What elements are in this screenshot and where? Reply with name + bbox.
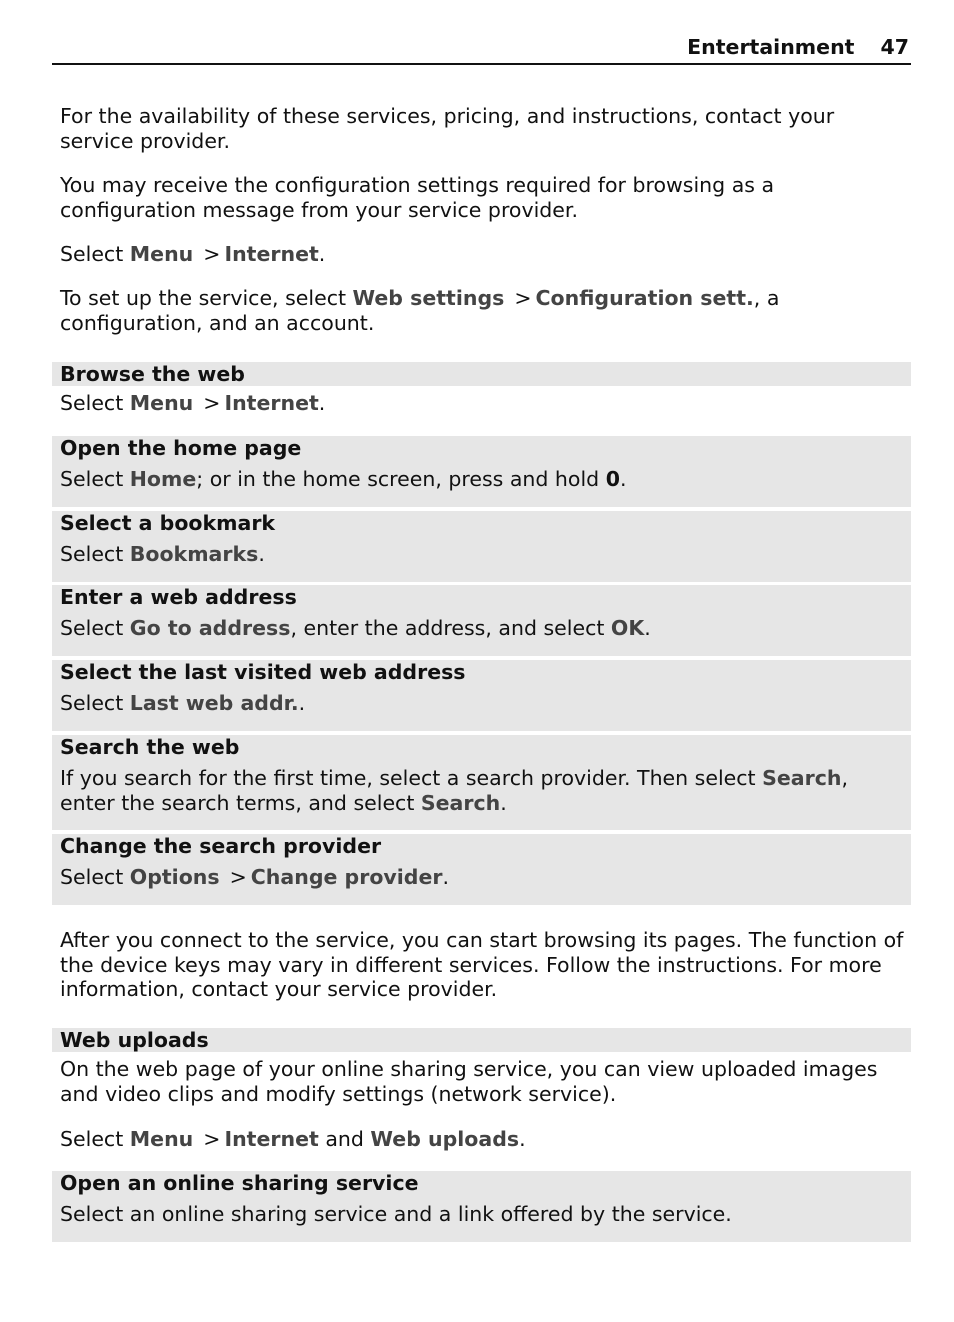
- last-web-addr-command: Last web addr.: [129, 691, 299, 715]
- configuration-command: Configuration sett.: [535, 286, 754, 310]
- search-command: Search: [762, 766, 842, 790]
- task-title: Select a bookmark: [60, 511, 276, 535]
- uploads-description: On the web page of your online sharing service, you can view uploaded images and video clips and modify settings (network service).: [60, 1057, 878, 1106]
- uploads-select-line: Select Menu > Internet and Web uploads.: [60, 1127, 526, 1151]
- bookmarks-command: Bookmarks: [129, 542, 259, 566]
- menu-separator: >: [203, 242, 221, 266]
- task-description: Select Bookmarks.: [60, 542, 265, 566]
- task-title: Open an online sharing service: [60, 1171, 419, 1195]
- home-command: Home: [129, 467, 197, 491]
- menu-separator: >: [203, 391, 221, 415]
- task-change-search-provider: [52, 834, 911, 905]
- heading-browse-the-web: Browse the web: [60, 362, 245, 386]
- task-open-home-page: [52, 436, 911, 507]
- menu-separator: >: [514, 286, 532, 310]
- task-description: Select Last web addr..: [60, 691, 306, 715]
- heading-web-uploads: Web uploads: [60, 1028, 209, 1052]
- page-number: 47: [880, 35, 909, 59]
- header-text: [687, 35, 909, 60]
- section-heading-browse: [52, 362, 911, 386]
- ok-command: OK: [610, 616, 645, 640]
- task-enter-web-address: [52, 585, 911, 656]
- internet-command: Internet: [224, 242, 319, 266]
- task-description: If you search for the first time, select a search provider. Then select Search, enter the search terms, and select Search.: [60, 766, 848, 815]
- after-connect-text: After you connect to the service, you can start browsing its pages. The function of the device keys may vary in different services. Follow the instructions. For more information, contact your service provider.: [60, 928, 904, 1001]
- go-to-address-command: Go to address: [129, 616, 291, 640]
- task-last-visited-address: [52, 660, 911, 731]
- task-description: Select Home; or in the home screen, press and hold 0.: [60, 467, 627, 491]
- web-settings-command: Web settings: [352, 286, 505, 310]
- menu-command: Menu: [129, 1127, 194, 1151]
- intro-availability: For the availability of these services, pricing, and instructions, contact your service provider.: [60, 104, 835, 153]
- internet-command: Internet: [224, 391, 319, 415]
- task-title: Change the search provider: [60, 834, 382, 858]
- internet-command: Internet: [224, 1127, 319, 1151]
- task-select-bookmark: [52, 511, 911, 582]
- task-title: Enter a web address: [60, 585, 297, 609]
- browse-select-line: Select Menu > Internet.: [60, 391, 326, 415]
- options-command: Options: [129, 865, 220, 889]
- task-open-sharing-service: [52, 1171, 911, 1242]
- task-title: Search the web: [60, 735, 240, 759]
- menu-command: Menu: [129, 242, 194, 266]
- section-heading-uploads: [52, 1028, 911, 1052]
- web-uploads-command: Web uploads: [370, 1127, 520, 1151]
- menu-separator: >: [229, 865, 247, 889]
- key-zero: 0: [605, 467, 620, 491]
- menu-command: Menu: [129, 391, 194, 415]
- change-provider-command: Change provider: [250, 865, 443, 889]
- task-title: Select the last visited web address: [60, 660, 466, 684]
- menu-separator: >: [203, 1127, 221, 1151]
- intro-configuration: You may receive the configuration settings required for browsing as a configuration message from your service provider.: [60, 173, 775, 222]
- search-command: Search: [420, 790, 501, 815]
- intro-setup: To set up the service, select Web settings > Configuration sett., a configuration, and an account.: [60, 286, 780, 335]
- page-header: [52, 36, 911, 65]
- task-search-the-web: [52, 735, 911, 830]
- task-title: Open the home page: [60, 436, 302, 460]
- task-description: Select an online sharing service and a link offered by the service.: [60, 1202, 732, 1226]
- task-description: Select Options > Change provider.: [60, 865, 450, 889]
- task-description: Select Go to address, enter the address, and select OK.: [60, 616, 651, 640]
- section-title: Entertainment: [687, 35, 855, 59]
- intro-select-internet: Select Menu > Internet.: [60, 242, 326, 266]
